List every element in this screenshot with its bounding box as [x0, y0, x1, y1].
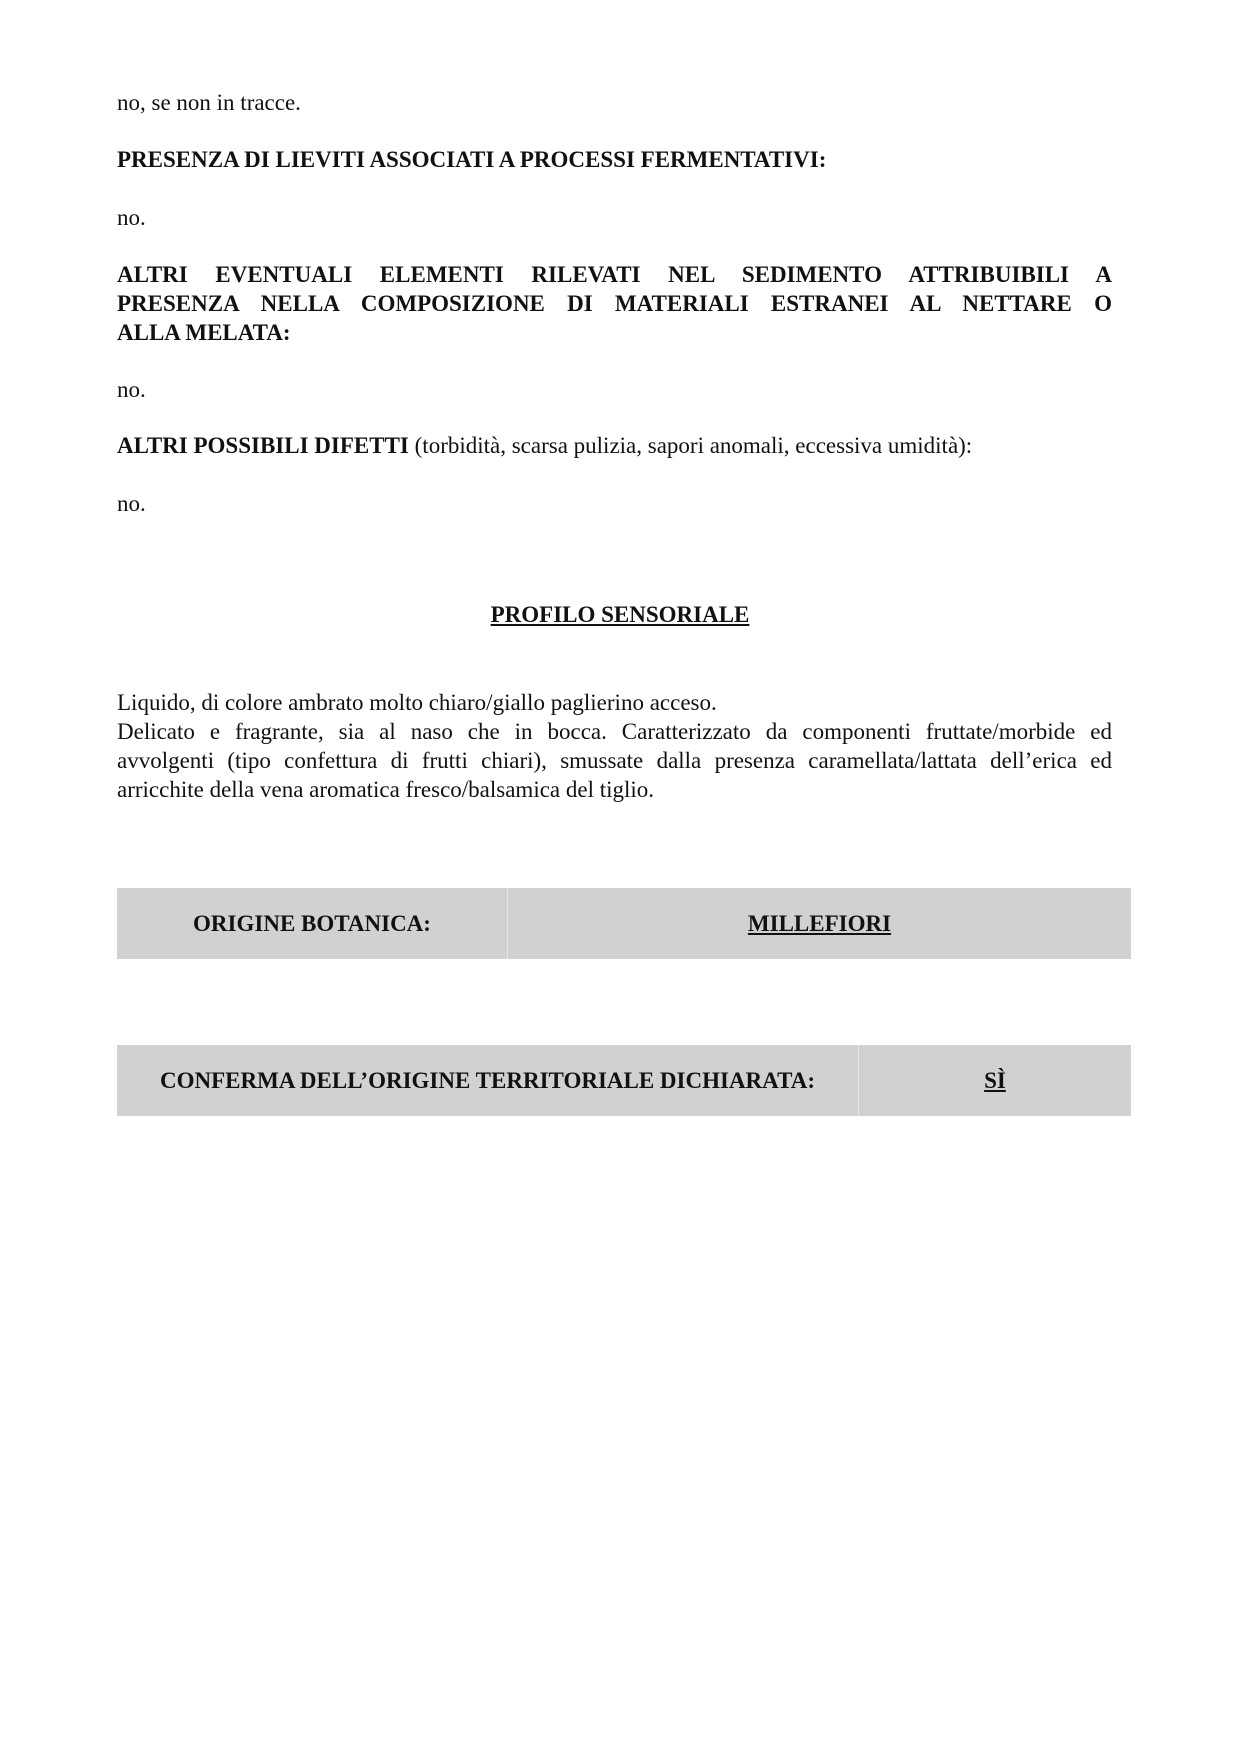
- altri-elementi-heading-line-1: ALTRI EVENTUALI ELEMENTI RILEVATI NEL SEDIMENTO ATTRIBUIBILI A: [117, 262, 1112, 287]
- altri-elementi-heading-line-3: ALLA MELATA:: [117, 320, 291, 345]
- lieviti-heading: PRESENZA DI LIEVITI ASSOCIATI A PROCESSI FERMENTATIVI:: [117, 147, 827, 172]
- origine-botanica-box: [117, 888, 1131, 959]
- altri-elementi-heading-line-2: PRESENZA NELLA COMPOSIZIONE DI MATERIALI ESTRANEI AL NETTARE O: [117, 291, 1112, 316]
- profilo-line-2: Delicato e fragrante, sia al naso che in bocca. Caratterizzato da componenti fruttate/morbide ed: [117, 719, 1112, 744]
- altri-elementi-answer: no.: [117, 377, 146, 402]
- profilo-line-1: Liquido, di colore ambrato molto chiaro/giallo paglierino acceso.: [117, 690, 717, 715]
- residui-answer: no, se non in tracce.: [117, 90, 301, 115]
- profilo-line-3: avvolgenti (tipo confettura di frutti chiari), smussate dalla presenza caramellata/lattata dell’erica ed: [117, 748, 1112, 773]
- profilo-line-4: arricchite della vena aromatica fresco/balsamica del tiglio.: [117, 777, 655, 802]
- origine-botanica-value: MILLEFIORI: [747, 910, 892, 936]
- profilo-sensoriale-title: PROFILO SENSORIALE: [490, 602, 750, 627]
- origine-botanica-value-cell: [507, 888, 1131, 959]
- difetti-answer: no.: [117, 491, 146, 516]
- altri-elementi-heading: [117, 260, 1112, 347]
- origine-territoriale-value: SÌ: [984, 1067, 1006, 1093]
- lieviti-answer: no.: [117, 205, 146, 230]
- difetti-line: [117, 431, 1112, 460]
- origine-territoriale-box: [117, 1045, 1131, 1116]
- origine-territoriale-label: CONFERMA DELL’ORIGINE TERRITORIALE DICHIARATA:: [160, 1067, 815, 1093]
- difetti-detail: (torbidità, scarsa pulizia, sapori anomali, eccessiva umidità):: [414, 433, 973, 458]
- origine-botanica-label: ORIGINE BOTANICA:: [193, 910, 431, 936]
- profilo-sensoriale-text: [117, 688, 1112, 804]
- origine-territoriale-value-cell: [858, 1045, 1131, 1116]
- difetti-heading: ALTRI POSSIBILI DIFETTI: [117, 433, 409, 458]
